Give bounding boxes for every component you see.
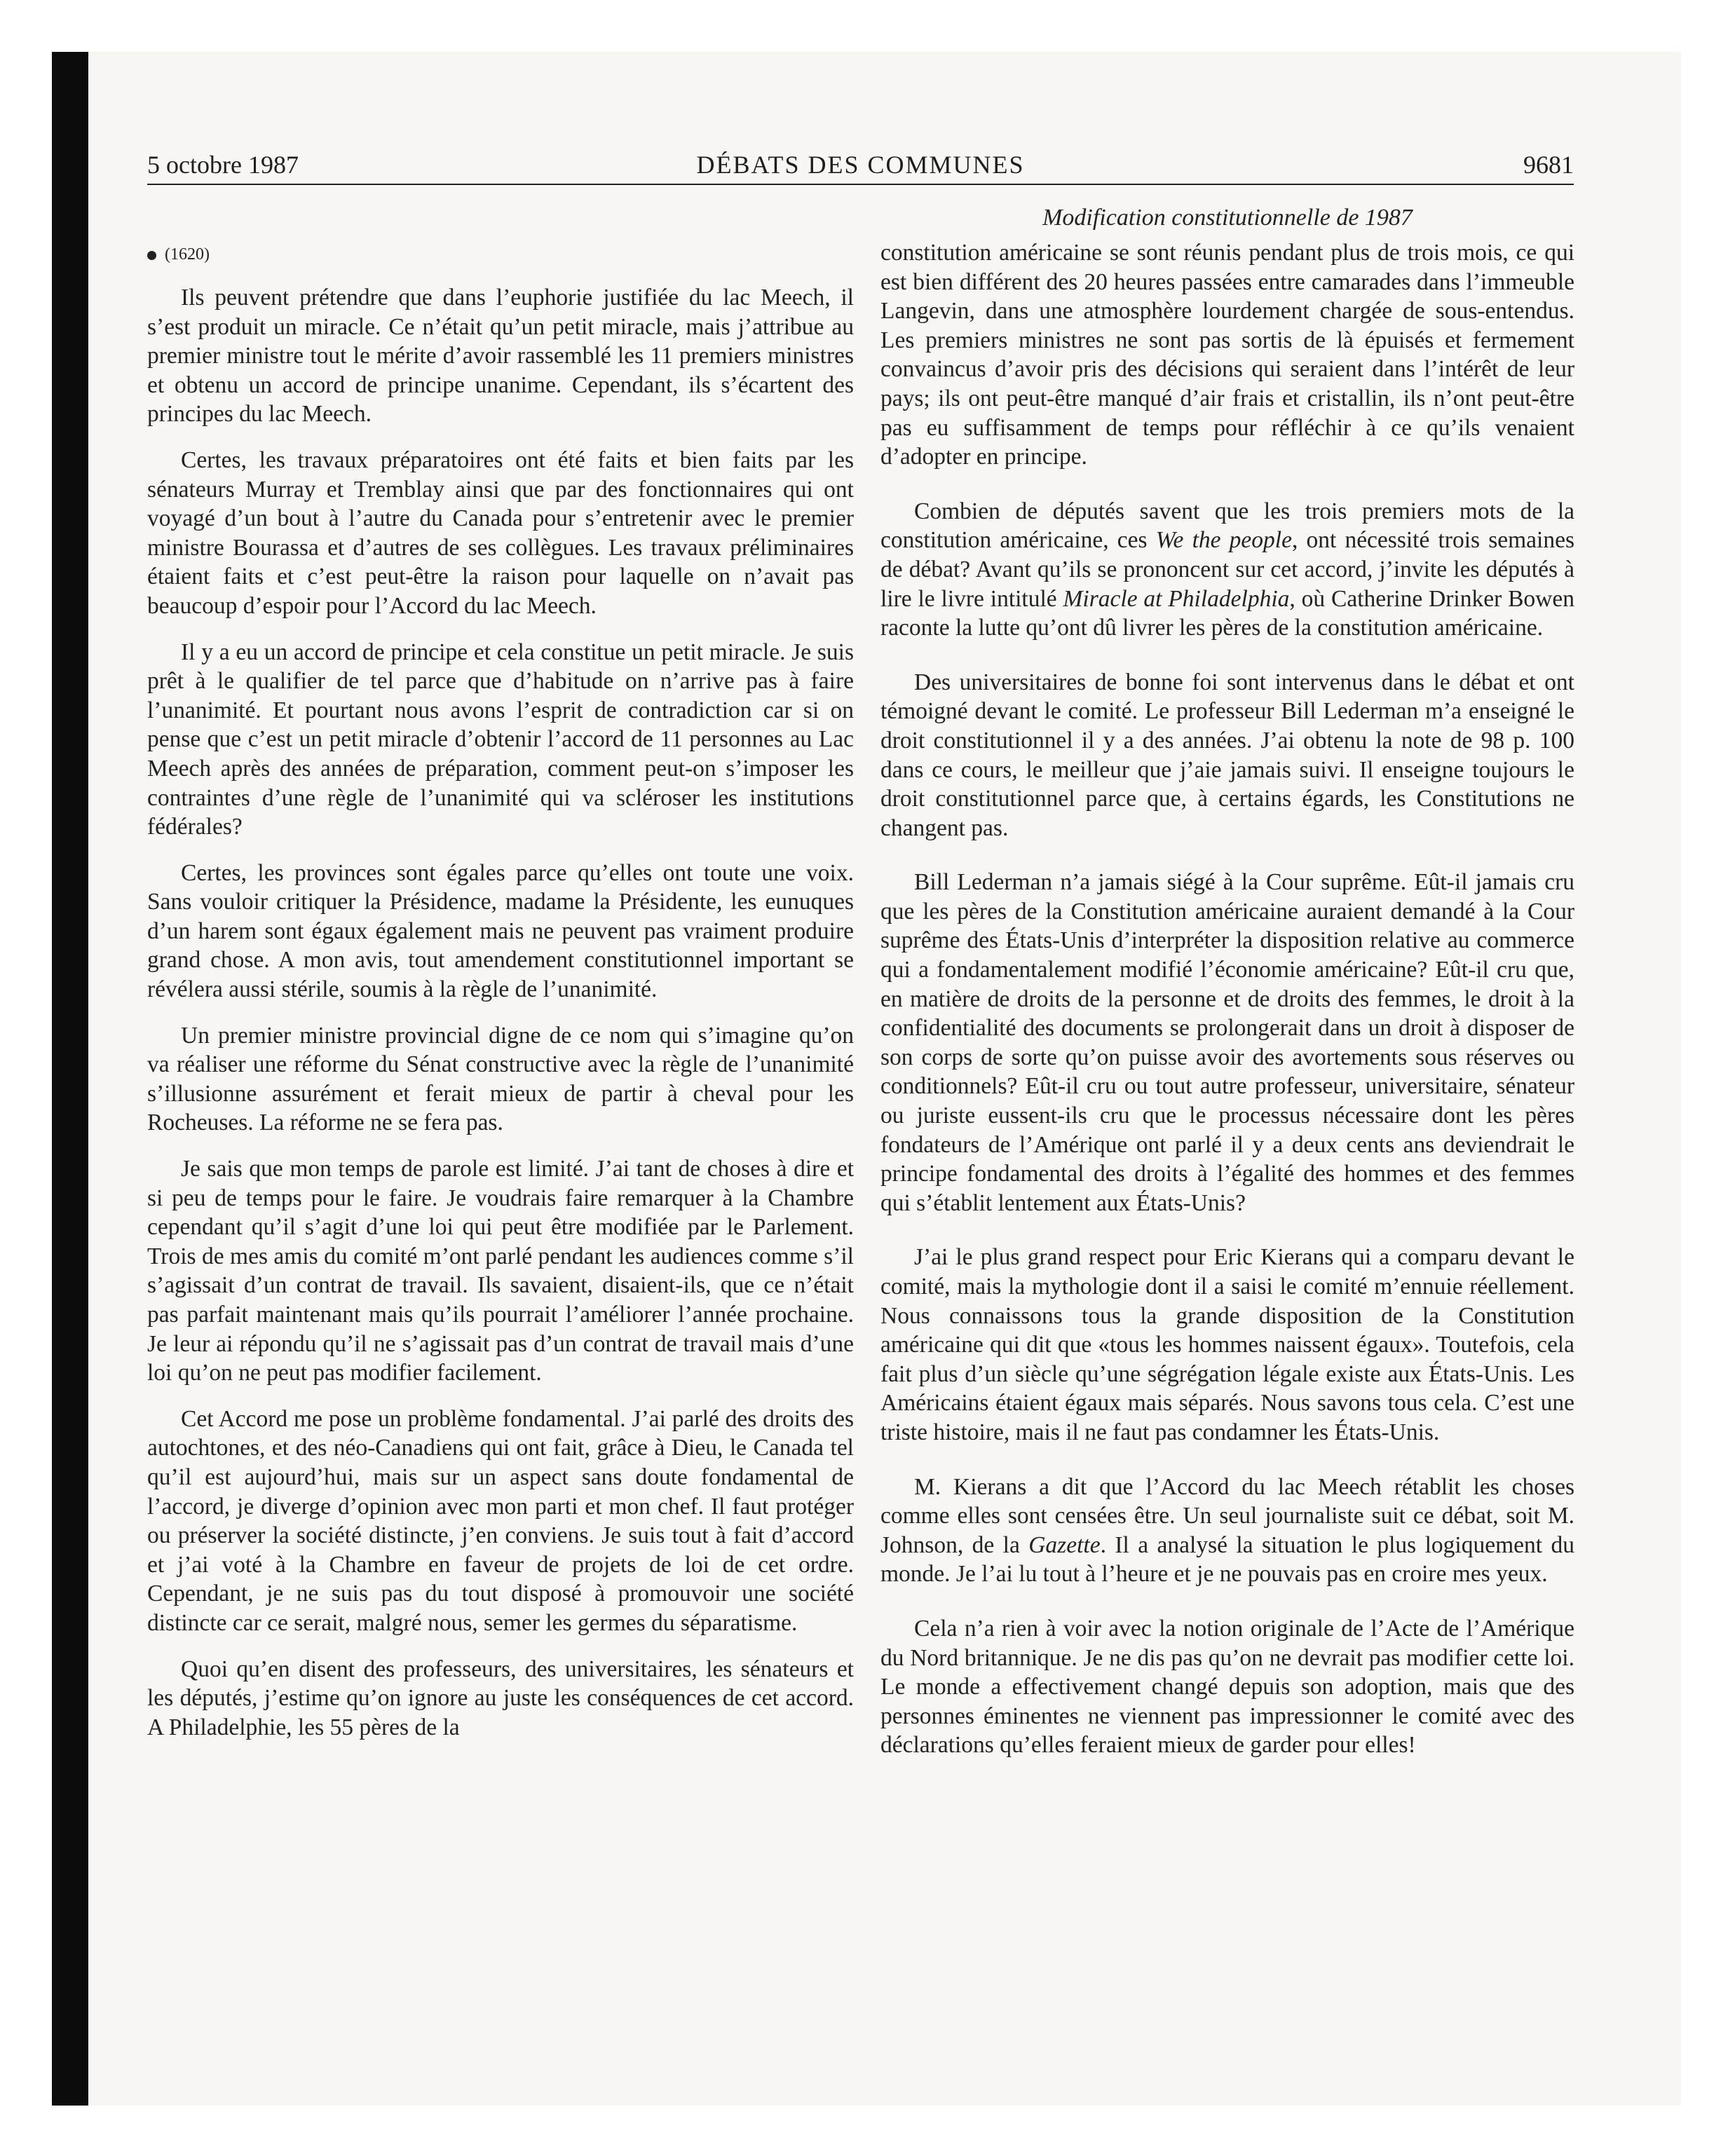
paragraph: Un premier ministre provincial digne de ce nom qui s’imagine qu’on va réaliser une réforme du Sénat constructive avec la règle de l’unanimité s’illusionne assurément et ferait mieux de partir à cheval pour les Rocheuses. La réforme ne se fera pas. [147,1022,854,1136]
paragraph: Cela n’a rien à voir avec la notion originale de l’Acte de l’Amérique du Nord britannique. Je ne dis pas qu’on ne devrait pas modifier cette loi. Le monde a effectivement changé depuis son adoption, mais que des personnes éminentes ne viennent pas impressionner le comité avec des déclarations qu’elles feraient mieux de garder pour elles! [880,1615,1574,1759]
header-date: 5 octobre 1987 [147,151,299,179]
timestamp-text: (1620) [165,245,210,264]
bullet-icon [147,251,156,260]
paragraph: Bill Lederman n’a jamais siégé à la Cour suprême. Eût-il jamais cru que les pères de la Constitution américaine auraient demandé à la Cour suprême des États-Unis d’interpréter la disposition relative au commerce qui a fondamentalement modifié l’économie américaine? Eût-il cru que, en matière de droits de la personne et de droits des femmes, le droit à la confidentialité des documents se prolongerait dans un droit à disposer de son corps de sorte qu’on puisse avoir des avortements sous réserves ou conditionnels? Eût-il cru ou tout autre professeur, universitaire, sénateur ou juriste eussent-ils cru que le processus nécessaire dont les pères fondateurs de l’Amérique ont parlé il y a deux cents ans deviendrait le principe fondamental des droits à l’égalité des hommes et des femmes qui s’établit lentement aux États-Unis? [880,869,1574,1216]
paragraph: Certes, les provinces sont égales parce qu’elles ont toute une voix. Sans vouloir critiquer la Présidence, madame la Présidente, les eunuques d’un harem sont égaux également mais ne peuvent pas vraiment produire grand chose. A mon avis, tout amendement constitutionnel important se révélera aussi stérile, soumis à la règle de l’unanimité. [147,859,854,1003]
paragraph: Il y a eu un accord de principe et cela constitue un petit miracle. Je suis prêt à le qualifier de tel parce que d’habitude on n’arrive pas à faire l’unanimité. Et pourtant nous avons l’esprit de contradiction car si on pense que c’est un petit miracle d’obtenir l’accord de 11 personnes au Lac Meech après des années de préparation, comment peut-on s’imposer les contraintes d’une règle de l’unanimité qui va scléroser les institutions fédérales? [147,639,854,840]
paragraph: Combien de députés savent que les trois premiers mots de la constitution américaine, ces We the people, ont nécessité trois semaines de débat? Avant qu’ils se prononcent sur cet accord, j’invite les députés à lire le livre intitulé Miracle at Philadelphia, où Catherine Drinker Bowen raconte la lutte qu’ont dû livrer les pères de la constitution américaine. [880,498,1575,641]
section-title: Modification constitutionnelle de 1987 [1042,205,1413,231]
paragraph: Cet Accord me pose un problème fondamental. J’ai parlé des droits des autochtones, et des néo-Canadiens qui ont fait, grâce à Dieu, le Canada tel qu’il est aujourd’hui, mais sur un aspect sans doute fondamental de l’accord, je diverge d’opinion avec mon parti et mon chef. Il faut protéger ou préserver la société distincte, j’en conviens. Je suis tout à fait d’accord et j’ai voté à la Chambre en faveur de projets de loi de cet ordre. Cependant, je ne suis pas du tout disposé à promouvoir une société distincte car ce serait, malgré nous, semer les germes du séparatisme. [147,1405,854,1636]
paragraph: Je sais que mon temps de parole est limité. J’ai tant de choses à dire et si peu de temps pour le faire. Je voudrais faire remarquer à la Chambre cependant qu’il s’agit d’une loi qui peut être modifiée par le Parlement. Trois de mes amis du comité m’ont parlé pendant les audiences comme s’il s’agissait d’un contrat de travail. Ils savaient, disaient-ils, que ce n’était pas parfait maintenant mais qu’ils pourrait l’améliorer l’année prochaine. Je leur ai répondu qu’il ne s’agissait pas d’un contrat de travail mais d’une loi qu’on ne peut pas modifier facilement. [147,1156,854,1386]
paragraph: M. Kierans a dit que l’Accord du lac Meech rétablit les choses comme elles sont censées être. Un seul journaliste suit ce débat, soit M. Johnson, de la Gazette. Il a analysé la situation le plus logiquement du monde. Je l’ai lu tout à l’heure et je ne pouvais pas en croire mes yeux. [880,1473,1574,1588]
paragraph: Quoi qu’en disent des professeurs, des universitaires, les sénateurs et les députés, j’estime qu’on ignore au juste les conséquences de cet accord. A Philadelphie, les 55 pères de la [147,1656,854,1740]
header-title: DÉBATS DES COMMUNES [696,151,1025,179]
scan-edge [52,52,88,2106]
page-header [147,146,1574,185]
paragraph: Ils peuvent prétendre que dans l’euphorie justifiée du lac Meech, il s’est produit un miracle. Ce n’était qu’un petit miracle, mais j’attribue au premier ministre tout le mérite d’avoir rassemblé les 11 premiers ministres et obtenu un accord de principe unanime. Cependant, ils s’écartent des principes du lac Meech. [147,285,854,428]
paragraph: Certes, les travaux préparatoires ont été faits et bien faits par les sénateurs Murray et Tremblay ainsi que par des fonctionnaires qui ont voyagé d’un bout à l’autre du Canada pour s’entretenir avec le premier ministre Bourassa et d’autres de ses collègues. Les travaux préliminaires étaient faits et c’est peut-être la raison pour laquelle on n’avait pas beaucoup d’espoir pour l’Accord du lac Meech. [147,446,854,619]
paragraph: Des universitaires de bonne foi sont intervenus dans le débat et ont témoigné devant le comité. Le professeur Bill Lederman m’a enseigné le droit constitutionnel il y a des années. J’ai obtenu la note de 98 p. 100 dans ce cours, le meilleur que j’aie jamais suivi. Il enseigne toujours le droit constitutionnel parce que, à certains égards, les Constitutions ne changent pas. [880,669,1574,841]
right-column [880,203,1574,1785]
left-column [147,203,854,1759]
paragraph: J’ai le plus grand respect pour Eric Kierans qui a comparu devant le comité, mais la mythologie dont il a saisi le comité m’ennuie réellement. Nous connaissons tous la grande disposition de la Constitution américaine qui dit que «tous les hommes naissent égaux». Toutefois, cela fait plus d’un siècle qu’une ségrégation légale existe aux États-Unis. Les Américains étaient égaux mais séparés. Nous savons tous cela. C’est une triste histoire, mais il ne faut pas condamner les États-Unis. [880,1244,1574,1445]
timestamp [147,244,854,265]
header-page-number: 9681 [1523,151,1574,179]
paragraph: constitution américaine se sont réunis pendant plus de trois mois, ce qui est bien différent des 20 heures passées entre camarades dans l’immeuble Langevin, dans une atmosphère lourdement chargée de sous-entendus. Les premiers ministres ne sont pas sortis de là épuisés et fermement convaincus d’avoir pris des décisions qui seraient dans l’intérêt de leur pays; ils ont peut-être manqué d’air frais et cristallin, ils n’ont peut-être pas eu suffisamment de temps pour réfléchir à ce qu’ils venaient d’adopter en principe. [880,240,1574,470]
